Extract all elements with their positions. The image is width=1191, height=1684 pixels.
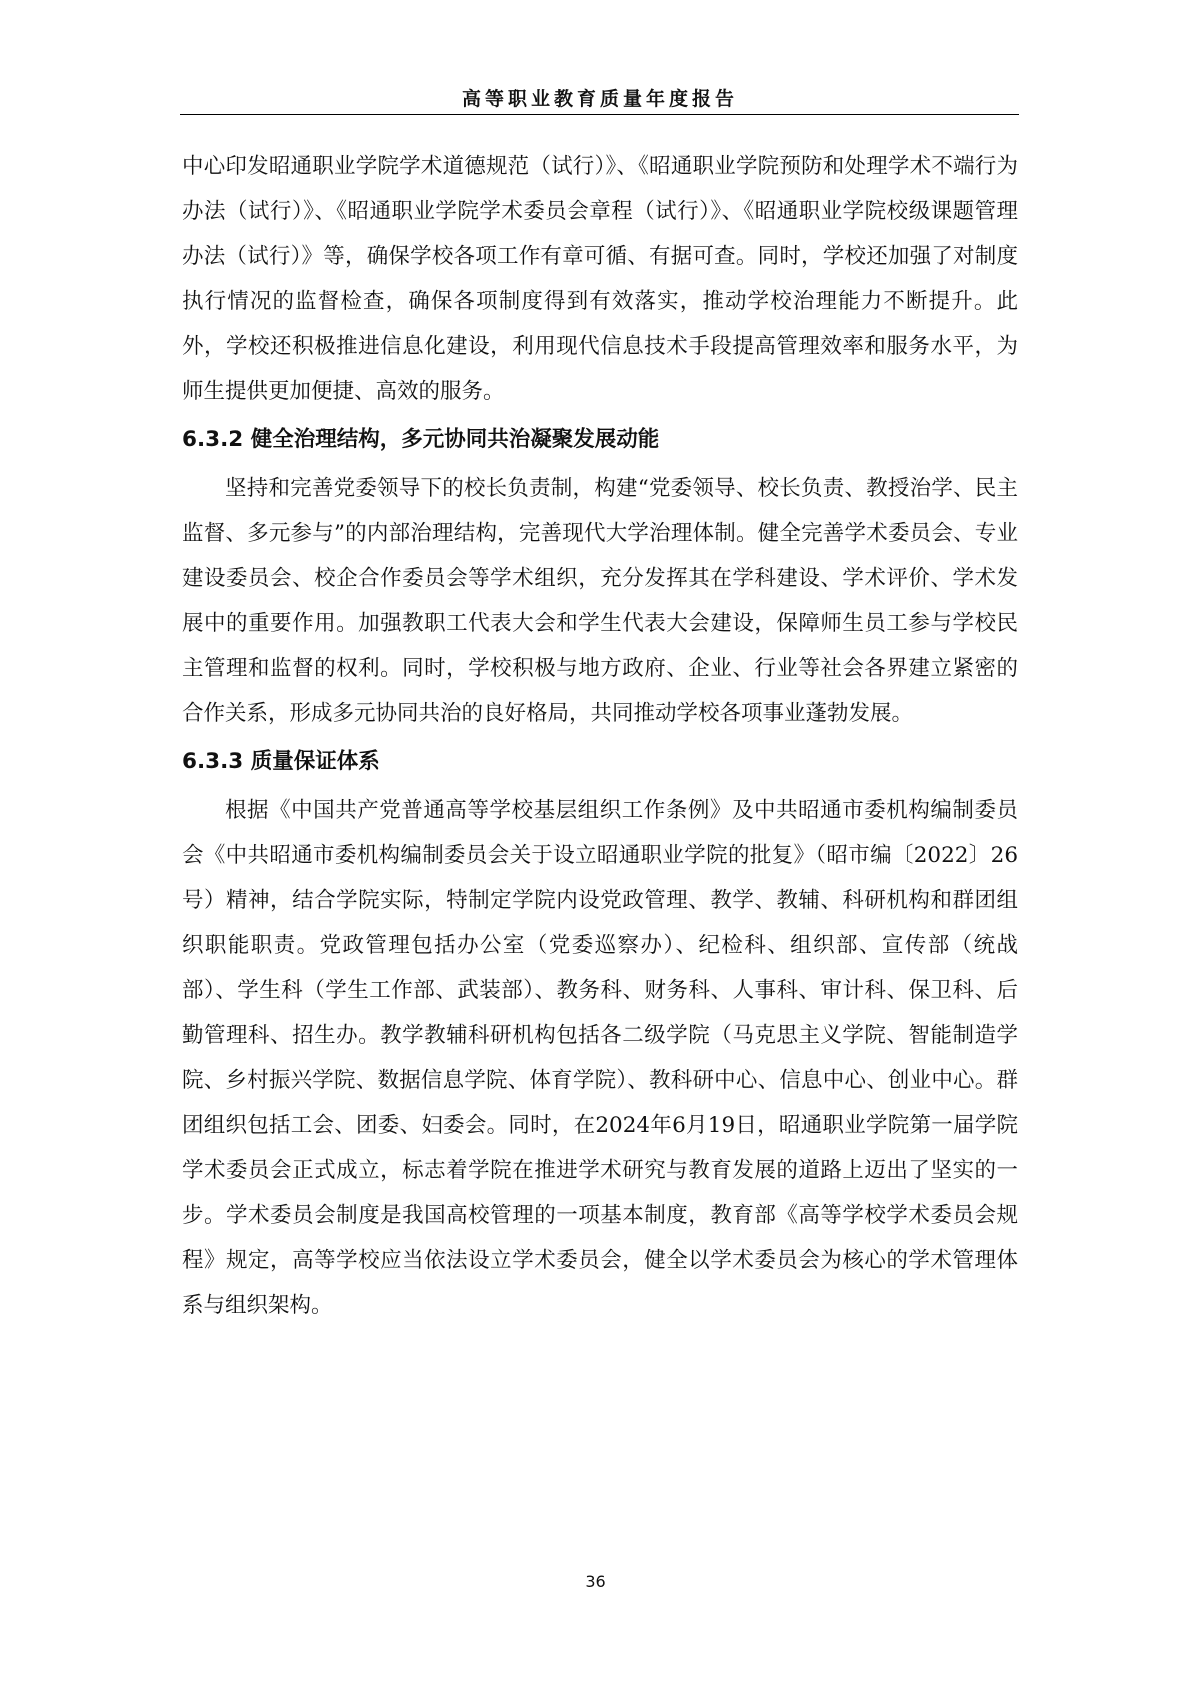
section-6-3-2-paragraph: 坚持和完善党委领导下的校长负责制，构建“党委领导、校长负责、教授治学、民主监督、多元参与”的内部治理结构，完善现代大学治理体制。健全完善学术委员会、专业建设委员会、校企合作委员会等学术组织，充分发挥其在学科建设、学术评价、学术发展中的重要作用。加强教职工代表大会和学生代表大会建设，保障师生员工参与学校民主管理和监督的权利。同时，学校积极与地方政府、企业、行业等社会各界建立紧密的合作关系，形成多元协同共治的良好格局，共同推动学校各项事业蓬勃发展。 [182, 476, 1018, 726]
header-divider [180, 114, 1019, 115]
section-heading-6-3-2: 6.3.2 健全治理结构，多元协同共治凝聚发展动能 [182, 427, 660, 452]
continued-paragraph: 中心印发昭通职业学院学术道德规范（试行）》、《昭通职业学院预防和处理学术不端行为办法（试行）》、《昭通职业学院学术委员会章程（试行）》、《昭通职业学院校级课题管理办法（试行）》等，确保学校各项工作有章可循、有据可查。同时，学校还加强了对制度执行情况的监督检查，确保各项制度得到有效落实，推动学校治理能力不断提升。此外，学校还积极推进信息化建设，利用现代信息技术手段提高管理效率和服务水平，为师生提供更加便捷、高效的服务。 [182, 154, 1018, 404]
running-header-title: 高等职业教育质量年度报告 [461, 88, 738, 110]
page-content [182, 144, 1018, 1328]
section-6-3-3-paragraph: 根据《中国共产党普通高等学校基层组织工作条例》及中共昭通市委机构编制委员会《中共昭通市委机构编制委员会关于设立昭通职业学院的批复》（昭市编〔2022〕26号）精神，结合学院实际，特制定学院内设党政管理、教学、教辅、科研机构和群团组织职能职责。党政管理包括办公室（党委巡察办）、纪检科、组织部、宣传部（统战部）、学生科（学生工作部、武装部）、教务科、财务科、人事科、审计科、保卫科、后勤管理科、招生办。教学教辅科研机构包括各二级学院（马克思主义学院、智能制造学院、乡村振兴学院、数据信息学院、体育学院）、教科研中心、信息中心、创业中心。群团组织包括工会、团委、妇委会。同时，在2024年6月19日，昭通职业学院第一届学院学术委员会正式成立，标志着学院在推进学术研究与教育发展的道路上迈出了坚实的一步。学术委员会制度是我国高校管理的一项基本制度，教育部《高等学校学术委员会规程》规定，高等学校应当依法设立学术委员会，健全以学术委员会为核心的学术管理体系与组织架构。 [182, 798, 1018, 1318]
section-heading-6-3-3: 6.3.3 质量保证体系 [182, 749, 380, 774]
page-number: 36 [585, 1572, 606, 1591]
